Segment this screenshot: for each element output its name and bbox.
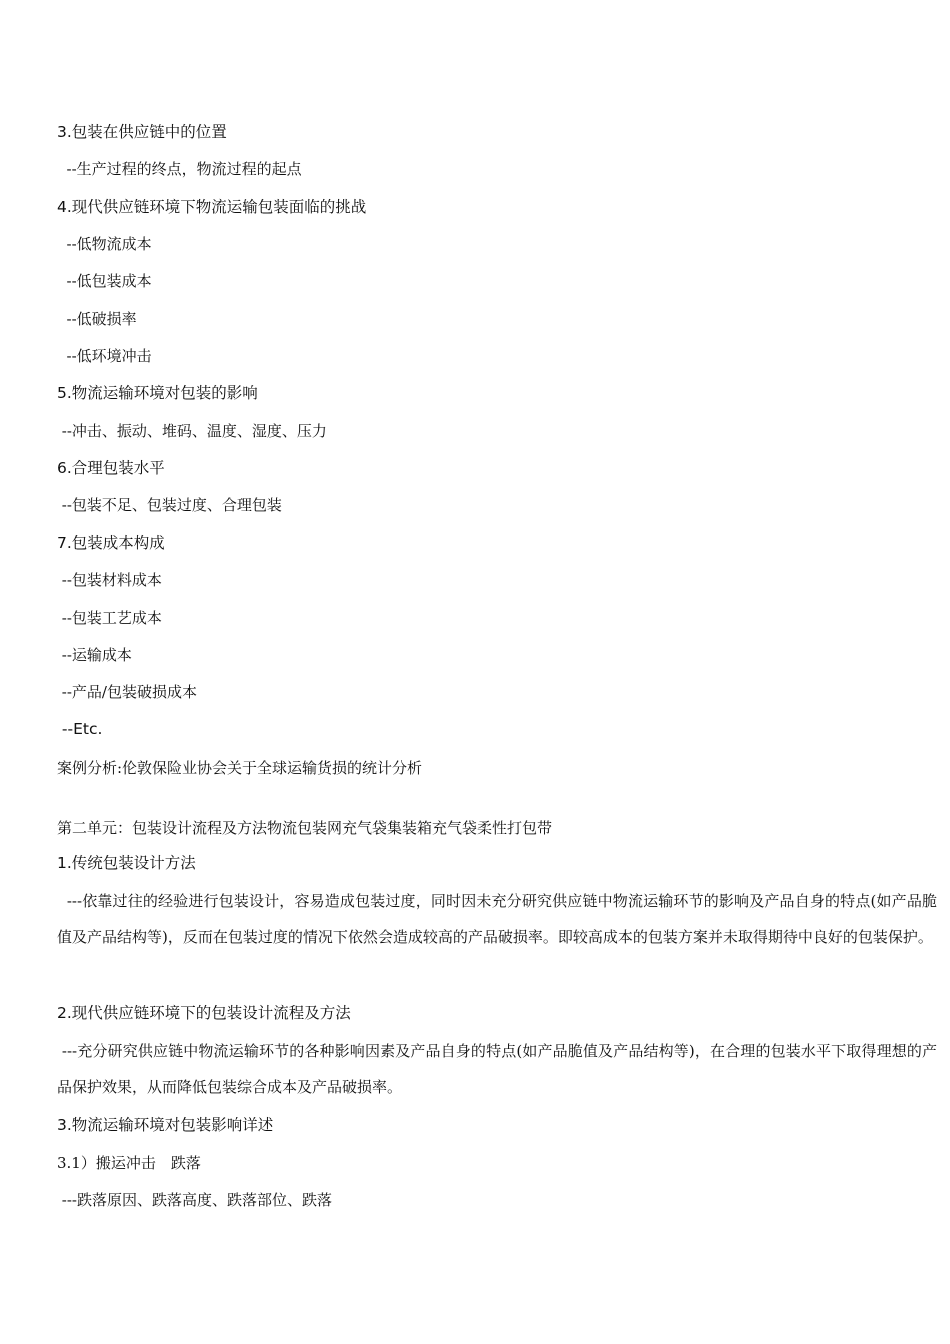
list-item: --冲击、振动、堆码、温度、湿度、压力 (57, 422, 327, 440)
section-heading: 6.合理包装水平 (57, 459, 165, 477)
list-item: ---跌落原因、跌落高度、跌落部位、跌落 (57, 1191, 332, 1209)
list-item: --包装材料成本 (57, 571, 162, 589)
section-heading: 2.现代供应链环境下的包装设计流程及方法 (57, 1004, 351, 1022)
list-item: --低环境冲击 (57, 347, 152, 365)
list-item: --包装工艺成本 (57, 609, 162, 627)
section-heading: 3.物流运输环境对包装影响详述 (57, 1116, 274, 1134)
section-heading: 3.包装在供应链中的位置 (57, 123, 227, 141)
list-item: --包装不足、包装过度、合理包装 (57, 496, 282, 514)
subsection-heading: 3.1）搬运冲击 跌落 (57, 1154, 201, 1172)
paragraph: ---依靠过往的经验进行包装设计，容易造成包装过度，同时因未充分研究供应链中物流运输环节的影响及产品自身的特点(如产品脆值及产品结构等)，反而在包装过度的情况下依然会造成较高的产品破损率。即较高成本的包装方案并未取得期待中良好的包装保护。 (57, 892, 937, 946)
list-item: --运输成本 (57, 646, 132, 664)
list-item: --产品/包装破损成本 (57, 683, 197, 701)
section-heading: 5.物流运输环境对包装的影响 (57, 384, 258, 402)
list-item: --低物流成本 (57, 235, 152, 253)
section-heading: 4.现代供应链环境下物流运输包装面临的挑战 (57, 198, 367, 216)
list-item: --低破损率 (57, 310, 137, 328)
list-item: --Etc. (57, 720, 103, 738)
list-item: --低包装成本 (57, 272, 152, 290)
case-study-line: 案例分析:伦敦保险业协会关于全球运输货损的统计分析 (57, 759, 423, 777)
section-heading: 7.包装成本构成 (57, 534, 165, 552)
list-item: --生产过程的终点，物流过程的起点 (57, 160, 302, 178)
unit-heading: 第二单元：包装设计流程及方法物流包装网充气袋集装箱充气袋柔性打包带 (57, 819, 553, 837)
paragraph: ---充分研究供应链中物流运输环节的各种影响因素及产品自身的特点(如产品脆值及产品结构等)，在合理的包装水平下取得理想的产品保护效果，从而降低包装综合成本及产品破损率。 (57, 1042, 937, 1096)
section-heading: 1.传统包装设计方法 (57, 854, 196, 872)
